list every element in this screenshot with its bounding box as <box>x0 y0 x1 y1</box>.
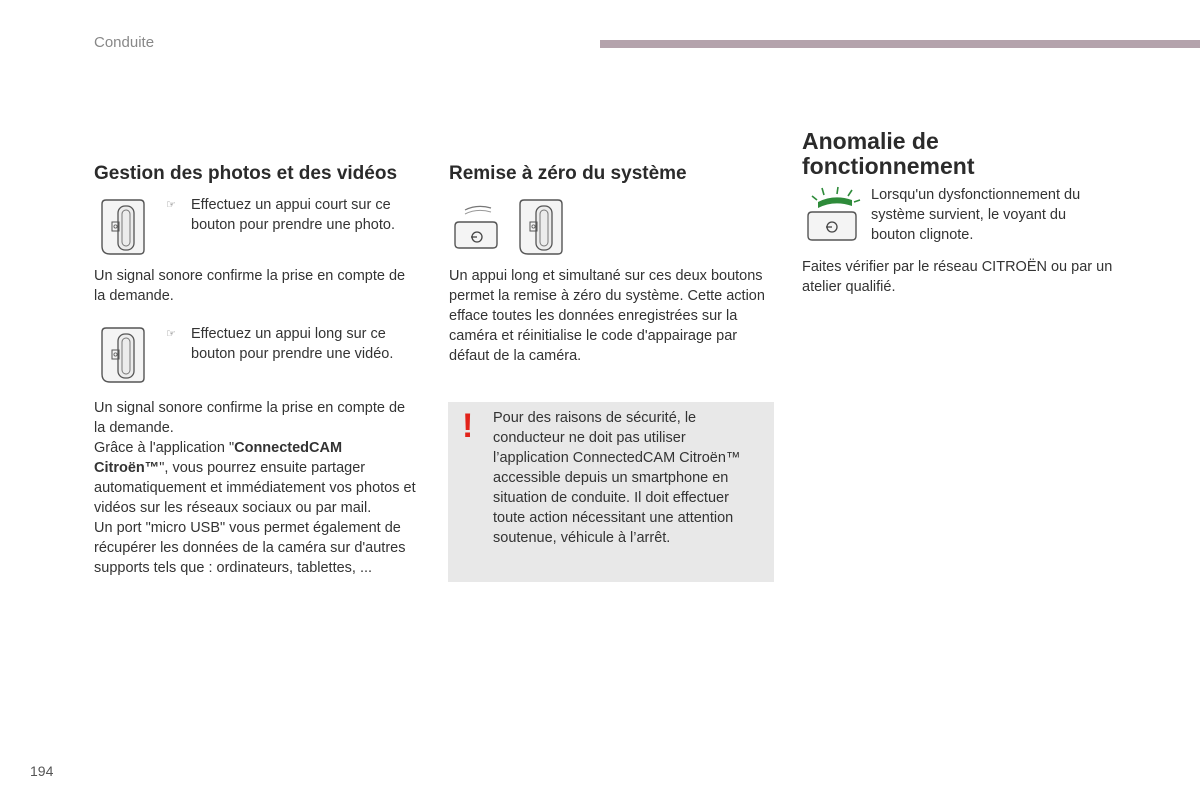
usb-text: Un port "micro USB" vous permet également de récupérer les données de la caméra sur d'autres supports tels que : ordinateurs, tablettes, ... <box>94 520 406 576</box>
camera-button-photo-icon <box>100 198 146 256</box>
blinking-led-button-icon <box>804 186 862 244</box>
service-advice: Faites vérifier par le réseau CITROËN ou par un atelier qualifié. <box>802 259 1113 295</box>
safety-warning-box <box>448 402 774 582</box>
camera-button-video-icon <box>100 326 146 384</box>
warning-exclamation-icon: ! <box>462 407 474 445</box>
pointing-hand-icon: ☞ <box>166 328 176 340</box>
app-text-before: Grâce à l'application " <box>94 440 235 456</box>
bullet-photo-text: Effectuez un appui court sur ce bouton pour prendre une photo. <box>191 197 395 233</box>
reset-power-button-icon <box>453 204 499 252</box>
pointing-hand-icon: ☞ <box>166 199 176 211</box>
reset-title: Remise à zéro du système <box>449 163 687 184</box>
safety-warning-text: Pour des raisons de sécurité, le conducteur ne doit pas utiliser l’application ConnectedCAM Citroën™ accessible depuis un smartphone en situation de conduite. Il doit effectuer toute action nécessitant une attention soutenue, véhicule à l’arrêt. <box>493 410 741 546</box>
malfunction-title-line1: Anomalie de <box>802 128 939 154</box>
bullet-photo <box>166 195 416 237</box>
photos-videos-title: Gestion des photos et des vidéos <box>94 163 398 184</box>
malfunction-description: Lorsqu'un dysfonctionnement du système survient, le voyant du bouton clignote. <box>871 187 1081 243</box>
bullet-video <box>166 324 416 366</box>
malfunction-title-line2: fonctionnement <box>802 153 975 179</box>
bullet-video-text: Effectuez un appui long sur ce bouton pour prendre une vidéo. <box>191 326 394 362</box>
app-name: ConnectedCAM Citroën™ <box>94 440 343 476</box>
app-text-after: ", vous pourrez ensuite partager automatiquement et immédiatement vos photos et vidéos sur les réseaux sociaux ou par mail. <box>94 460 416 516</box>
video-signal-text <box>94 398 419 578</box>
video-signal-sentence: Un signal sonore confirme la prise en compte de la demande. <box>94 400 406 436</box>
page-number: 194 <box>30 763 54 779</box>
header-bar <box>600 40 1200 48</box>
reset-camera-button-icon <box>518 198 564 256</box>
reset-description: Un appui long et simultané sur ces deux boutons permet la remise à zéro du système. Cette action efface toutes les données enregistrées sur la caméra et réinitialise le code d'appairage par défaut de la caméra. <box>449 268 765 364</box>
photo-signal-text: Un signal sonore confirme la prise en compte de la demande. <box>94 268 406 304</box>
section-header: Conduite <box>94 34 155 51</box>
malfunction-title <box>802 129 975 179</box>
